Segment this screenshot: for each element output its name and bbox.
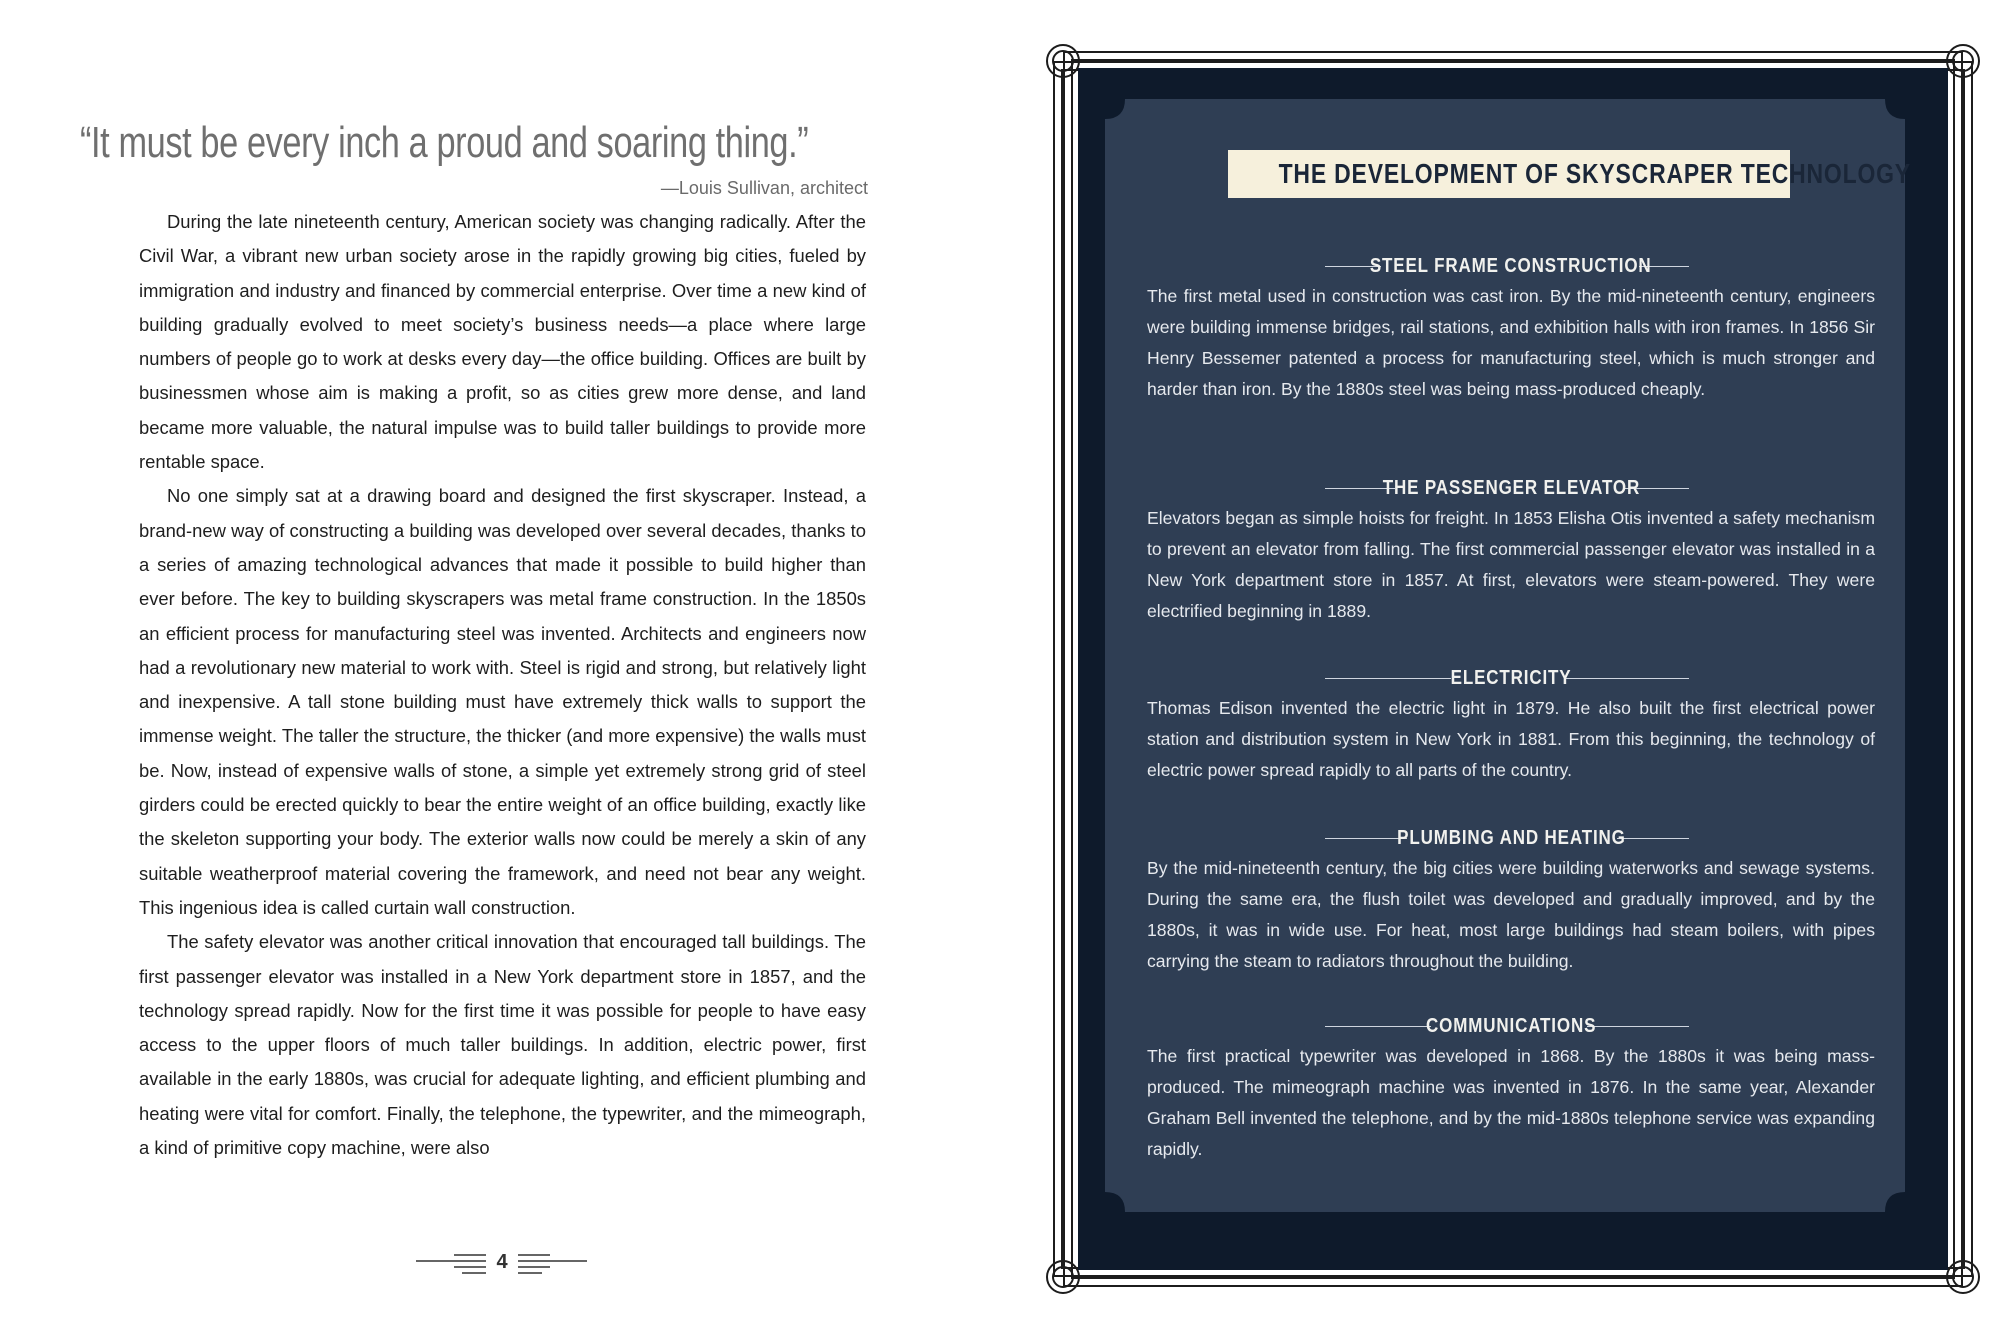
section-body: The first metal used in construction was cast iron. By the mid-nineteenth century, engineers were building immense bridges, rail stations, and exhibition halls with iron frames. In 1856 Sir Henry Bessemer patented a process for manufacturing steel, which is much stronger and harder than iron. By the 1880s steel was being mass-produced cheaply. xyxy=(1147,286,1875,399)
section-heading xyxy=(1147,251,1875,281)
section-heading xyxy=(1147,663,1875,693)
section-communications xyxy=(1147,1011,1875,1165)
section-electricity xyxy=(1147,663,1875,786)
section-heading xyxy=(1147,473,1875,503)
epigraph-quote: “It must be every inch a proud and soaring thing.” xyxy=(80,118,809,167)
section-heading-text: COMMUNICATIONS xyxy=(1425,1015,1597,1037)
sidebar-panel xyxy=(1105,99,1911,1212)
section-steel-frame xyxy=(1147,251,1875,405)
page-number: 4 xyxy=(496,1251,508,1273)
section-heading-text: THE PASSENGER ELEVATOR xyxy=(1382,477,1640,499)
section-heading xyxy=(1147,1011,1875,1041)
section-plumbing-heating xyxy=(1147,823,1875,977)
section-passenger-elevator xyxy=(1147,473,1875,627)
section-heading-text: ELECTRICITY xyxy=(1450,667,1572,689)
section-body: The first practical typewriter was developed in 1868. By the 1880s it was being mass-produced. The mimeograph machine was invented in 1876. In the same year, Alexander Graham Bell invented the telephone, and by the mid-1880s telephone service was expanding rapidly. xyxy=(1147,1046,1875,1159)
paragraph: No one simply sat at a drawing board and designed the first skyscraper. Instead, a brand-new way of constructing a building was developed over several decades, thanks to a series of amazing technological advances that made it possible to build higher than ever before. The key to building skyscrapers was metal frame construction. In the 1850s an efficient process for manufacturing steel was invented. Architects and engineers now had a revolutionary new material to work with. Steel is rigid and strong, but relatively light and inexpensive. A tall stone building must have extremely thick walls to support the immense weight. The taller the structure, the thicker (and more expensive) the walls must be. Now, instead of expensive walls of stone, a simple yet extremely strong grid of steel girders could be erected quickly to bear the entire weight of an office building, exactly like the skeleton supporting your body. The exterior walls now could be merely a skin of any suitable weatherproof material covering the framework, and need not bear any weight. This ingenious idea is called curtain wall construction. xyxy=(139,485,866,918)
sidebar-title: THE DEVELOPMENT OF SKYSCRAPER TECHNOLOGY xyxy=(1278,158,1911,189)
page-number-ornament xyxy=(414,1249,589,1279)
section-body: By the mid-nineteenth century, the big cities were building waterworks and sewage systems. During the same era, the flush toilet was developed and gradually improved, and by the 1880s, it was in wide use. For heat, most large buildings had steam boilers, with pipes carrying the steam to radiators throughout the building. xyxy=(1147,858,1875,971)
section-heading-text: STEEL FRAME CONSTRUCTION xyxy=(1370,255,1652,277)
paragraph: During the late nineteenth century, American society was changing radically. After the Civil War, a vibrant new urban society arose in the rapidly growing big cities, fueled by immigration and industry and financed by commercial enterprise. Over time a new kind of building gradually evolved to meet society’s business needs—a place where large numbers of people go to work at desks every day—the office building. Offices are built by businessmen whose aim is making a profit, so as cities grew more dense, and land became more valuable, the natural impulse was to build taller buildings to provide more rentable space. xyxy=(139,211,866,473)
section-body: Elevators began as simple hoists for freight. In 1853 Elisha Otis invented a safety mechanism to prevent an elevator from falling. The first commercial passenger elevator was installed in a New York department store in 1857. At first, elevators were steam-powered. They were electrified beginning in 1889. xyxy=(1147,508,1875,621)
paragraph: The safety elevator was another critical innovation that encouraged tall buildings. The first passenger elevator was installed in a New York department store in 1857, and the technology spread rapidly. Now for the first time it was possible for people to have easy access to the upper floors of much taller buildings. In addition, electric power, first available in the early 1880s, was crucial for adequate lighting, and efficient plumbing and heating were vital for comfort. Finally, the telephone, the typewriter, and the mimeograph, a kind of primitive copy machine, were also xyxy=(139,931,866,1159)
sidebar-title-box xyxy=(1228,150,1911,198)
section-heading xyxy=(1147,823,1875,853)
body-text xyxy=(139,205,866,1165)
section-body: Thomas Edison invented the electric light in 1879. He also built the first electrical power station and distribution system in New York in 1881. From this beginning, the technology of electric power spread rapidly to all parts of the country. xyxy=(1147,698,1875,780)
section-heading-text: PLUMBING AND HEATING xyxy=(1396,827,1626,849)
quote-attribution: —Louis Sullivan, architect xyxy=(660,178,868,198)
